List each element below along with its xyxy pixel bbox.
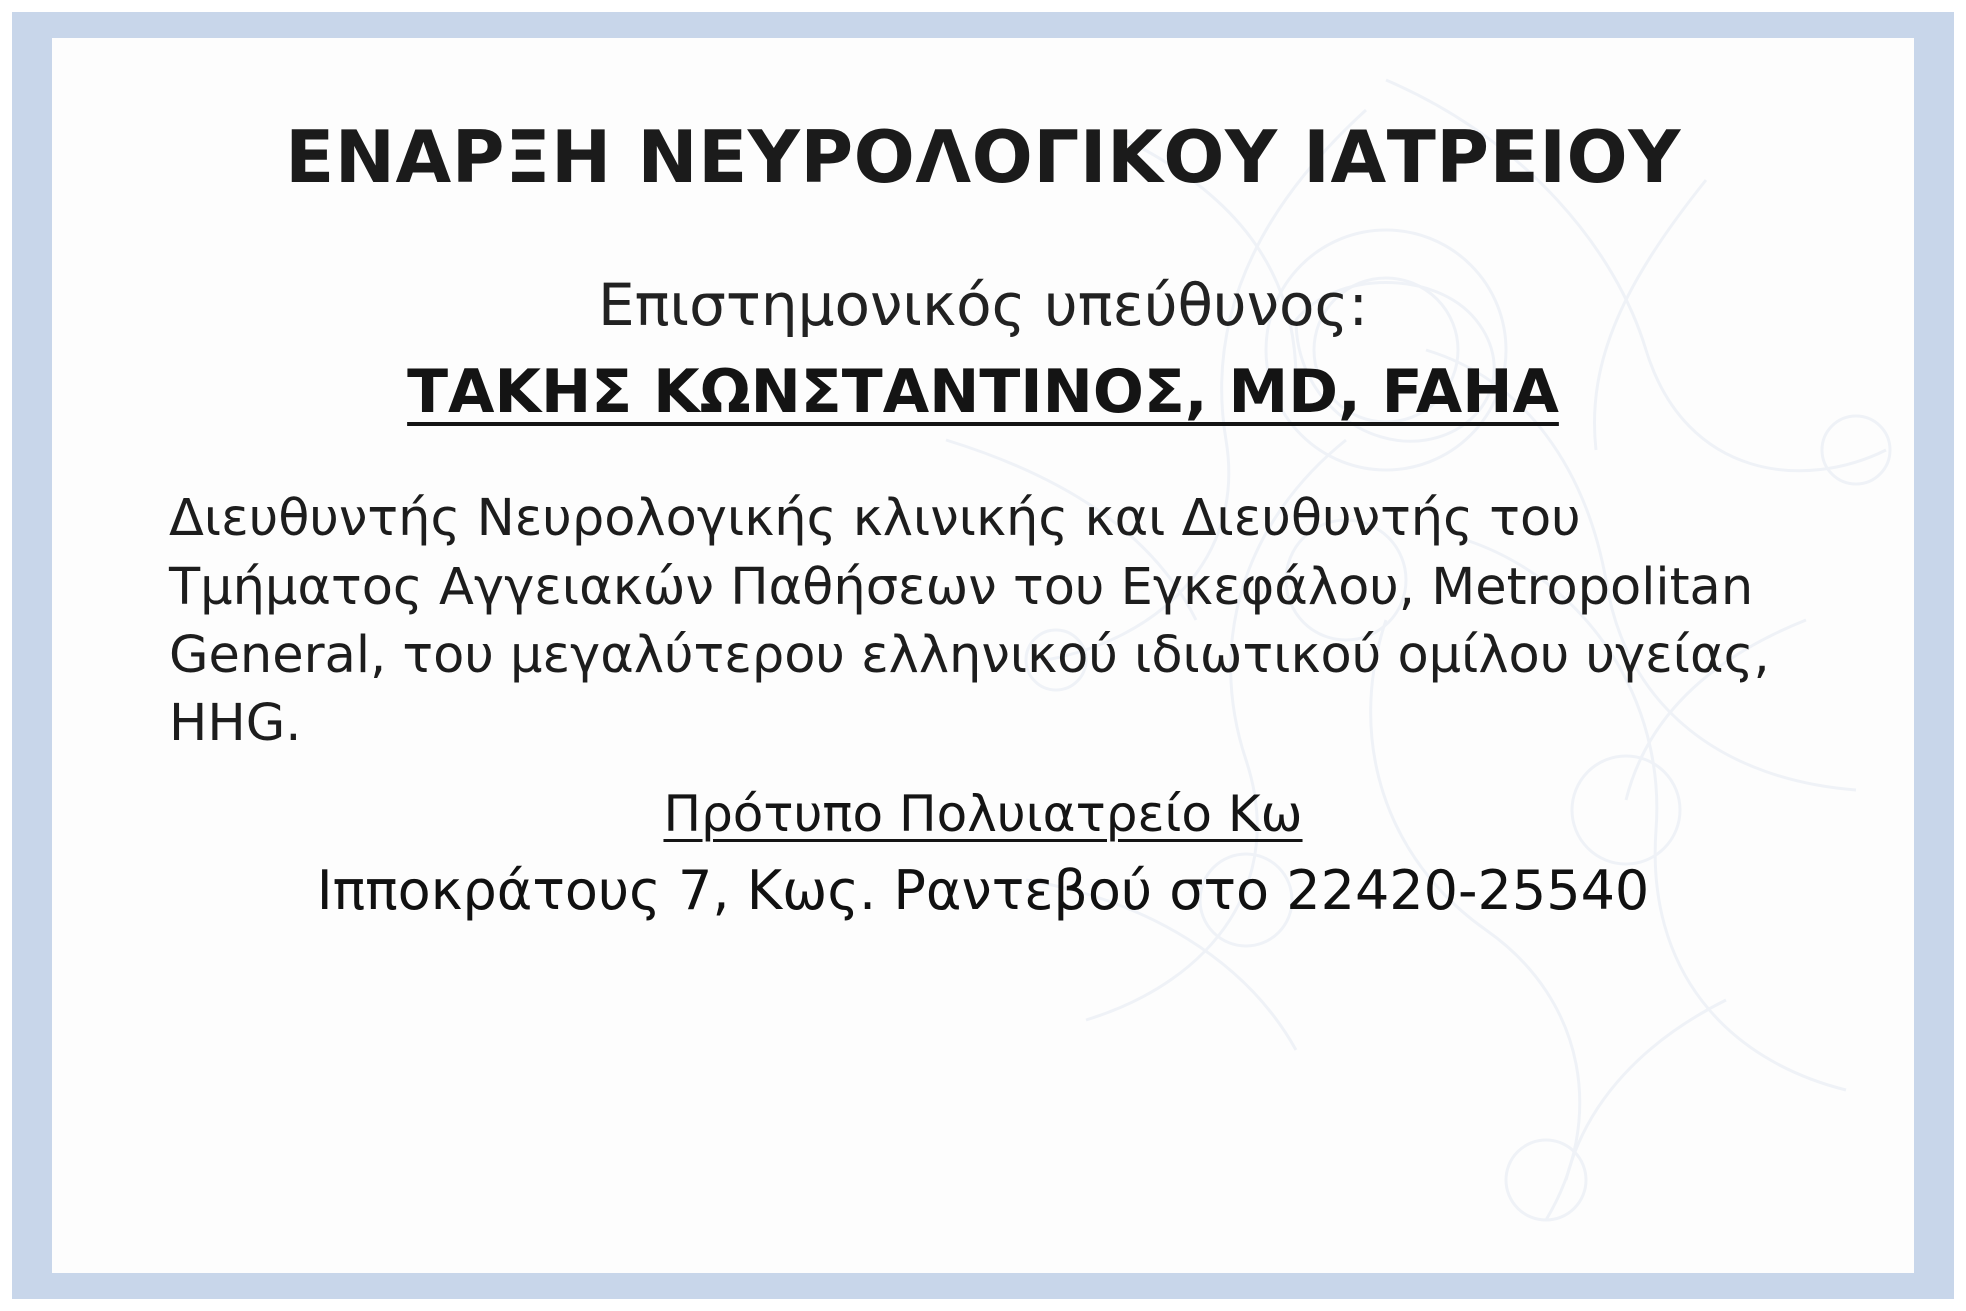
clinic-address-and-phone: Ιπποκράτους 7, Κως. Ραντεβού στο 22420-25540 [316, 858, 1650, 922]
doctor-name: ΤΑΚΗΣ ΚΩΝΣΤΑΝΤΙΝΟΣ, MD, FAHA [407, 357, 1559, 428]
subtitle: Επιστημονικός υπεύθυνος: [597, 270, 1369, 339]
page-title: ΕΝΑΡΞΗ ΝΕΥΡΟΛΟΓΙΚΟΥ ΙΑΤΡΕΙΟΥ [285, 115, 1681, 199]
ad-content [70, 38, 1896, 1273]
doctor-bio: Διευθυντής Νευρολογικής κλινικής και Διευθυντής του Τμήματος Αγγειακών Παθήσεων του Εγκεφάλου, Metropolitan General, του μεγαλύτερου ελληνικού ιδιωτικού ομίλου υγείας, HHG. [169, 489, 1770, 754]
clinic-name: Πρότυπο Πολυιατρείο Κω [663, 784, 1303, 843]
